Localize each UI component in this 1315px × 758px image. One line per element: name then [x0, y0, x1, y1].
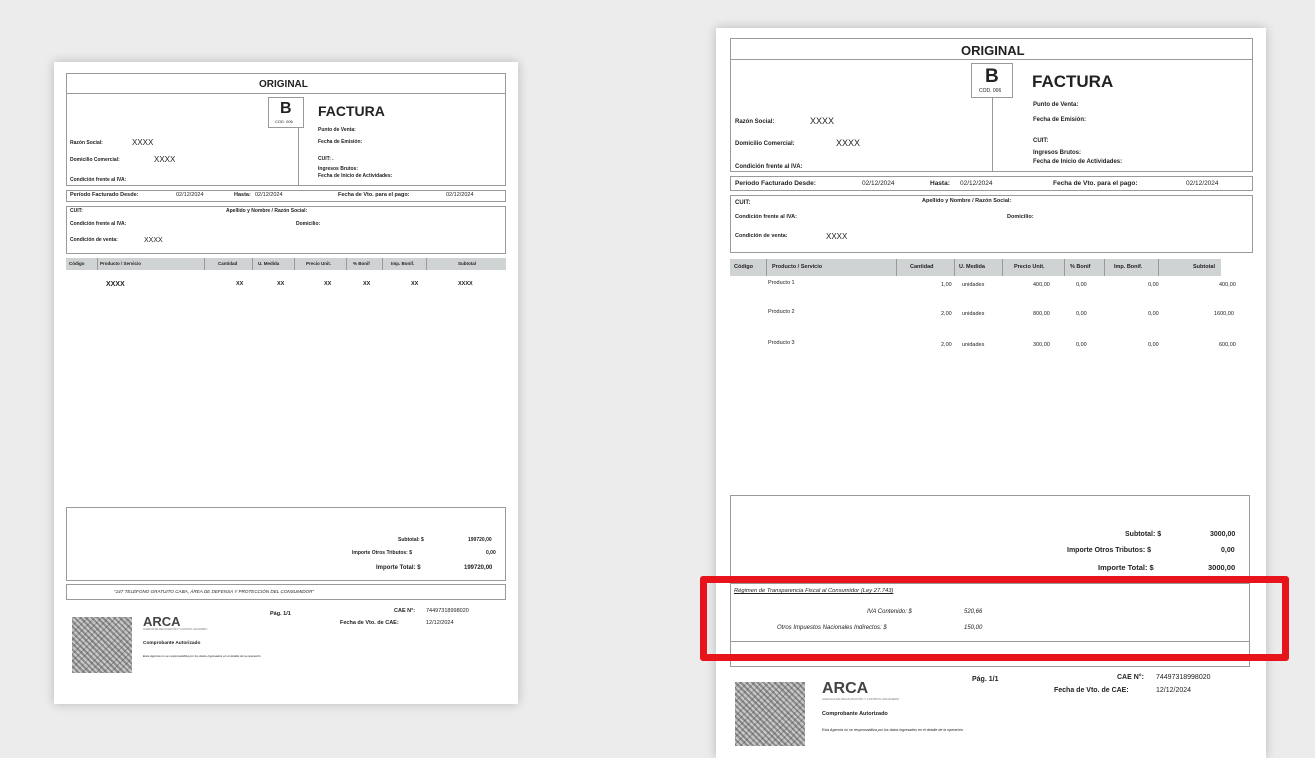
- col-subtotal: Subtotal: [1193, 264, 1215, 270]
- col-imp-bonif: Imp. Bonif.: [1114, 264, 1143, 270]
- table-cell-subtotal: XXXX: [458, 281, 473, 287]
- copy-label: ORIGINAL: [961, 43, 1025, 58]
- razon-social-label: Razón Social:: [70, 140, 103, 146]
- table-cell-price: 800,00: [1033, 311, 1050, 317]
- table-cell-subtotal: 400,00: [1219, 282, 1236, 288]
- razon-social-label: Razón Social:: [735, 119, 775, 125]
- period-desde-label: Período Facturado Desde:: [70, 192, 139, 198]
- cuit-label: CUIT: .: [318, 156, 334, 162]
- table-cell-imp-bonif: XX: [411, 281, 419, 287]
- arca-subtitle: AGENCIA DE RECAUDACIÓN Y CONTROL ADUANERO: [822, 697, 900, 701]
- condicion-venta-value: XXXX: [826, 232, 848, 241]
- domicilio-label: Domicilio Comercial:: [735, 141, 795, 147]
- arca-logo: ARCA: [822, 680, 869, 697]
- table-cell-price: 400,00: [1033, 282, 1050, 288]
- total-value: 199720,00: [464, 565, 493, 571]
- col-producto: Producto / Servicio: [100, 261, 142, 266]
- transparency-title: Régimen de Transparencia Fiscal al Consumidor (Ley 27.743): [734, 588, 894, 594]
- iva-contenido-label: IVA Contenido: $: [867, 609, 912, 615]
- table-cell-qty: XX: [236, 281, 244, 287]
- otros-tributos-value: 0,00: [1221, 547, 1235, 554]
- buyer-name-label: Apellido y Nombre / Razón Social:: [226, 208, 308, 214]
- disclaimer: Esta Agencia no se responsabiliza por los datos ingresados en el detalle de la operación: [822, 728, 963, 732]
- arca-subtitle: AGENCIA DE RECAUDACIÓN Y CONTROL ADUANERO: [143, 628, 208, 631]
- iva-contenido-value: 520,66: [964, 609, 983, 615]
- condicion-iva-label: Condición frente al IVA:: [735, 164, 803, 170]
- table-cell-bonif: 0,00: [1076, 282, 1087, 288]
- period-vto-value: 02/12/2024: [1186, 180, 1219, 187]
- col-umedida: U. Medida: [959, 264, 985, 270]
- col-bonif: % Bonif: [1070, 264, 1091, 270]
- period-hasta-value: 02/12/2024: [960, 180, 993, 187]
- period-hasta-label: Hasta:: [930, 180, 950, 187]
- col-codigo: Código: [734, 264, 753, 270]
- period-desde-value: 02/12/2024: [862, 180, 895, 187]
- period-hasta-value: 02/12/2024: [255, 192, 283, 198]
- col-precio: Precio Unit.: [306, 261, 332, 266]
- table-cell-unit: XX: [277, 281, 285, 287]
- col-imp-bonif: Imp. Bonif.: [391, 261, 415, 266]
- razon-social-value: XXXX: [132, 138, 154, 147]
- domicilio-label: Domicilio Comercial:: [70, 157, 120, 163]
- punto-venta-label: Punto de Venta:: [318, 127, 356, 133]
- period-vto-value: 02/12/2024: [446, 192, 474, 198]
- disclaimer: Esta Agencia no se responsabiliza por los datos ingresados en el detalle de la operación: [143, 654, 261, 658]
- letter-code: COD. 006: [275, 119, 293, 124]
- doc-type-title: FACTURA: [1032, 72, 1114, 91]
- col-subtotal: Subtotal: [458, 261, 476, 266]
- buyer-name-label: Apellido y Nombre / Razón Social:: [922, 198, 1012, 204]
- doc-type-title: FACTURA: [318, 103, 385, 119]
- page-number: Pág. 1/1: [972, 676, 999, 683]
- total-label: Importe Total: $: [1098, 563, 1154, 572]
- col-precio: Precio Unit.: [1014, 264, 1045, 270]
- letter-box: [971, 63, 1013, 98]
- table-cell-qty: 1,00: [941, 282, 952, 288]
- authorized-label: Comprobante Autorizado: [822, 711, 888, 717]
- condicion-iva-label: Condición frente al IVA:: [70, 177, 127, 183]
- arca-logo: ARCA: [143, 614, 181, 629]
- col-cantidad: Cantidad: [218, 261, 238, 266]
- table-cell-price: 300,00: [1033, 342, 1050, 348]
- vto-cae-label: Fecha de Vto. de CAE:: [1054, 687, 1129, 694]
- page-number: Pág. 1/1: [270, 611, 291, 617]
- otros-impuestos-label: Otros Impuestos Nacionales Indirectos: $: [777, 625, 887, 631]
- total-label: Importe Total: $: [376, 565, 421, 571]
- punto-venta-label: Punto de Venta:: [1033, 102, 1079, 108]
- invoice-letter: B: [280, 100, 292, 117]
- table-cell-imp-bonif: 0,00: [1148, 342, 1159, 348]
- vto-cae-label: Fecha de Vto. de CAE:: [340, 620, 399, 626]
- table-cell-product: Producto 2: [768, 309, 795, 315]
- table-cell-unit: unidades: [962, 342, 985, 348]
- buyer-cuit-label: CUIT:: [70, 208, 83, 214]
- subtotal-value: 199720,00: [468, 537, 492, 543]
- buyer-iva-label: Condición frente al IVA:: [70, 221, 127, 227]
- total-value: 3000,00: [1208, 563, 1236, 572]
- col-producto: Producto / Servicio: [772, 264, 823, 270]
- ingresos-brutos-label: Ingresos Brutos:: [318, 166, 359, 172]
- subtotal-value: 3000,00: [1210, 531, 1236, 538]
- qr-code: [735, 682, 805, 746]
- cae-value: 74497318998020: [426, 608, 469, 614]
- fecha-emision-label: Fecha de Emisión:: [318, 139, 363, 145]
- domicilio-value: XXXX: [154, 155, 176, 164]
- table-cell-unit: unidades: [962, 282, 985, 288]
- invoice-letter: B: [985, 66, 999, 87]
- razon-social-value: XXXX: [810, 116, 835, 126]
- vto-cae-value: 12/12/2024: [1156, 687, 1192, 694]
- table-cell-product: XXXX: [106, 281, 125, 288]
- authorized-label: Comprobante Autorizado: [143, 641, 201, 646]
- col-umedida: U. Medida: [258, 261, 280, 266]
- table-cell-subtotal: 1600,00: [1214, 311, 1234, 317]
- col-codigo: Código: [69, 261, 85, 266]
- invoice-original-page: [54, 62, 518, 704]
- col-bonif: % Bonif: [353, 261, 370, 266]
- subtotal-label: Subtotal: $: [1125, 531, 1162, 538]
- domicilio-value: XXXX: [836, 138, 861, 148]
- cae-label: CAE N°:: [1117, 674, 1144, 681]
- period-hasta-label: Hasta:: [234, 192, 251, 198]
- otros-impuestos-value: 150,00: [964, 625, 983, 631]
- copy-label: ORIGINAL: [259, 79, 308, 90]
- buyer-cuit-label: CUIT:: [735, 200, 751, 206]
- letter-box: [268, 97, 304, 128]
- fecha-inicio-label: Fecha de Inicio de Actividades:: [1033, 159, 1123, 165]
- buyer-iva-label: Condición frente al IVA:: [735, 214, 797, 220]
- cae-label: CAE N°:: [394, 608, 416, 614]
- cae-value: 74497318998020: [1156, 674, 1211, 681]
- vto-cae-value: 12/12/2024: [426, 620, 454, 626]
- buyer-domicilio-label: Domicilio:: [1007, 214, 1034, 220]
- condicion-venta-value: XXXX: [144, 237, 163, 244]
- ingresos-brutos-label: Ingresos Brutos:: [1033, 150, 1082, 156]
- col-cantidad: Cantidad: [910, 264, 934, 270]
- qr-code: [72, 617, 132, 673]
- otros-tributos-value: 0,00: [486, 550, 496, 556]
- fecha-inicio-label: Fecha de Inicio de Actividades:: [318, 173, 393, 179]
- table-cell-product: Producto 1: [768, 280, 795, 286]
- letter-code: COD. 006: [979, 88, 1002, 94]
- fecha-emision-label: Fecha de Emisión:: [1033, 117, 1087, 123]
- subtotal-label: Subtotal: $: [398, 537, 424, 543]
- otros-tributos-label: Importe Otros Tributos: $: [1067, 547, 1152, 554]
- table-cell-imp-bonif: 0,00: [1148, 282, 1159, 288]
- table-cell-bonif: 0,00: [1076, 311, 1087, 317]
- condicion-venta-label: Condición de venta:: [735, 233, 788, 239]
- highlight-rectangle: [700, 576, 1289, 661]
- buyer-domicilio-label: Domicilio:: [296, 221, 321, 227]
- period-desde-value: 02/12/2024: [176, 192, 204, 198]
- condicion-venta-label: Condición de venta:: [70, 237, 118, 243]
- table-cell-unit: unidades: [962, 311, 985, 317]
- period-vto-label: Fecha de Vto. para el pago:: [338, 192, 410, 198]
- consumer-notice: "147 TELÉFONO GRATUITO CABA, ÁREA DE DEFENSA Y PROTECCIÓN DEL CONSUMIDOR": [114, 589, 315, 594]
- table-cell-price: XX: [324, 281, 332, 287]
- otros-tributos-label: Importe Otros Tributos: $: [352, 550, 413, 556]
- table-cell-product: Producto 3: [768, 340, 795, 346]
- table-cell-qty: 2,00: [941, 342, 952, 348]
- cuit-label: CUIT:: [1033, 138, 1049, 144]
- table-cell-bonif: 0,00: [1076, 342, 1087, 348]
- totals-box: [66, 507, 506, 581]
- period-vto-label: Fecha de Vto. para el pago:: [1053, 180, 1138, 187]
- table-cell-imp-bonif: 0,00: [1148, 311, 1159, 317]
- table-cell-subtotal: 600,00: [1219, 342, 1236, 348]
- table-cell-qty: 2,00: [941, 311, 952, 317]
- table-cell-bonif: XX: [363, 281, 371, 287]
- period-desde-label: Período Facturado Desde:: [735, 180, 816, 187]
